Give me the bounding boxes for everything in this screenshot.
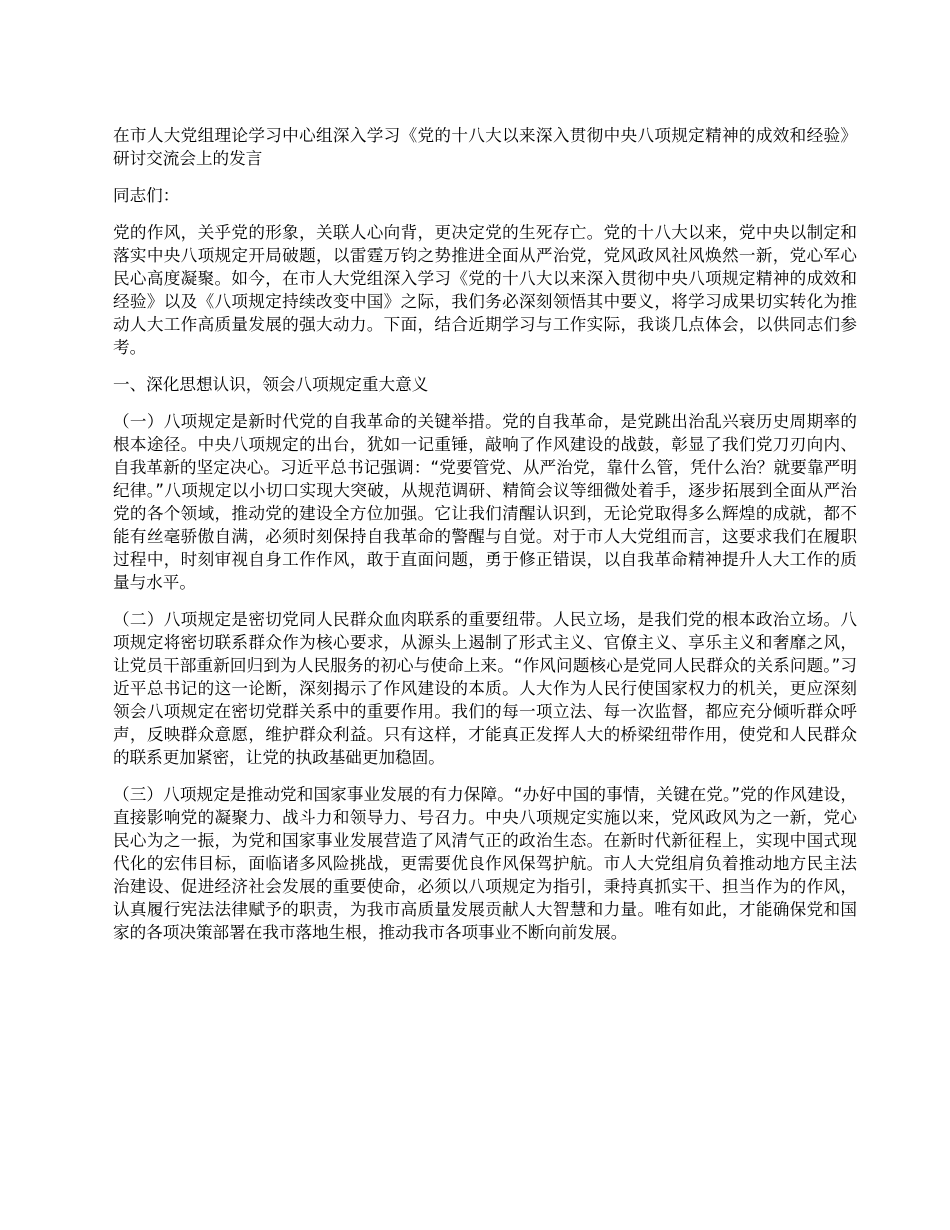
salutation: 同志们： bbox=[113, 186, 180, 205]
section-heading: 一、深化思想认识，领会八项规定重大意义 bbox=[113, 375, 429, 394]
intro-paragraph: 党的作风，关乎党的形象，关联人心向背，更决定党的生死存亡。党的十八大以来，党中央以制定和落实中央八项规定开局破题，以雷霆万钧之势推进全面从严治党，党风政风社风焕然一新，党心军心民心高度凝聚。如今，在市人大党组深入学习《党的十八大以来深入贯彻中央八项规定精神的成效和经验》以及《八项规定持续改变中国》之际，我们务必深刻领悟其中要义，将学习成果切实转化为推动人大工作高质量发展的强大动力。下面，结合近期学习与工作实际，我谈几点体会，以供同志们参考。 bbox=[113, 223, 857, 357]
body-paragraph-2: （二）八项规定是密切党同人民群众血肉联系的重要纽带。人民立场，是我们党的根本政治立场。八项规定将密切联系群众作为核心要求，从源头上遏制了形式主义、官僚主义、享乐主义和奢靡之风，让党员干部重新回归到为人民服务的初心与使命上来。“作风问题核心是党同人民群众的关系问题。”习近平总书记的这一论断，深刻揭示了作风建设的本质。人大作为人民行使国家权力的机关，更应深刻领会八项规定在密切党群关系中的重要作用。我们的每一项立法、每一次监督，都应充分倾听群众呼声，反映群众意愿，维护群众利益。只有这样，才能真正发挥人大的桥梁纽带作用，使党和人民群众的联系更加紧密，让党的执政基础更加稳固。 bbox=[113, 610, 857, 767]
body-paragraph-1: （一）八项规定是新时代党的自我革命的关键举措。党的自我革命，是党跳出治乱兴衰历史周期率的根本途径。中央八项规定的出台，犹如一记重锤，敲响了作风建设的战鼓，彰显了我们党刀刃向内、自我革新的坚定决心。习近平总书记强调：“党要管党、从严治党，靠什么管，凭什么治？就要靠严明纪律。”八项规定以小切口实现大突破，从规范调研、精简会议等细微处着手，逐步拓展到全面从严治党的各个领域，推动党的建设全方位加强。它让我们清醒认识到，无论党取得多么辉煌的成就，都不能有丝毫骄傲自满，必须时刻保持自我革命的警醒与自觉。对于市人大党组而言，这要求我们在履职过程中，时刻审视自身工作作风，敢于直面问题，勇于修正错误，以自我革命精神提升人大工作的质量与水平。 bbox=[113, 412, 857, 592]
document-title: 在市人大党组理论学习中心组深入学习《党的十八大以来深入贯彻中央八项规定精神的成效和经验》研讨交流会上的发言 bbox=[113, 126, 857, 168]
document-page bbox=[113, 124, 857, 958]
body-paragraph-3: （三）八项规定是推动党和国家事业发展的有力保障。“办好中国的事情，关键在党。”党的作风建设，直接影响党的凝聚力、战斗力和领导力、号召力。中央八项规定实施以来，党风政风为之一新，党心民心为之一振，为党和国家事业发展营造了风清气正的政治生态。在新时代新征程上，实现中国式现代化的宏伟目标，面临诸多风险挑战，更需要优良作风保驾护航。市人大党组肩负着推动地方民主法治建设、促进经济社会发展的重要使命，必须以八项规定为指引，秉持真抓实干、担当作为的作风，认真履行宪法法律赋予的职责，为我市高质量发展贡献人大智慧和力量。唯有如此，才能确保党和国家的各项决策部署在我市落地生根，推动我市各项事业不断向前发展。 bbox=[113, 785, 857, 942]
